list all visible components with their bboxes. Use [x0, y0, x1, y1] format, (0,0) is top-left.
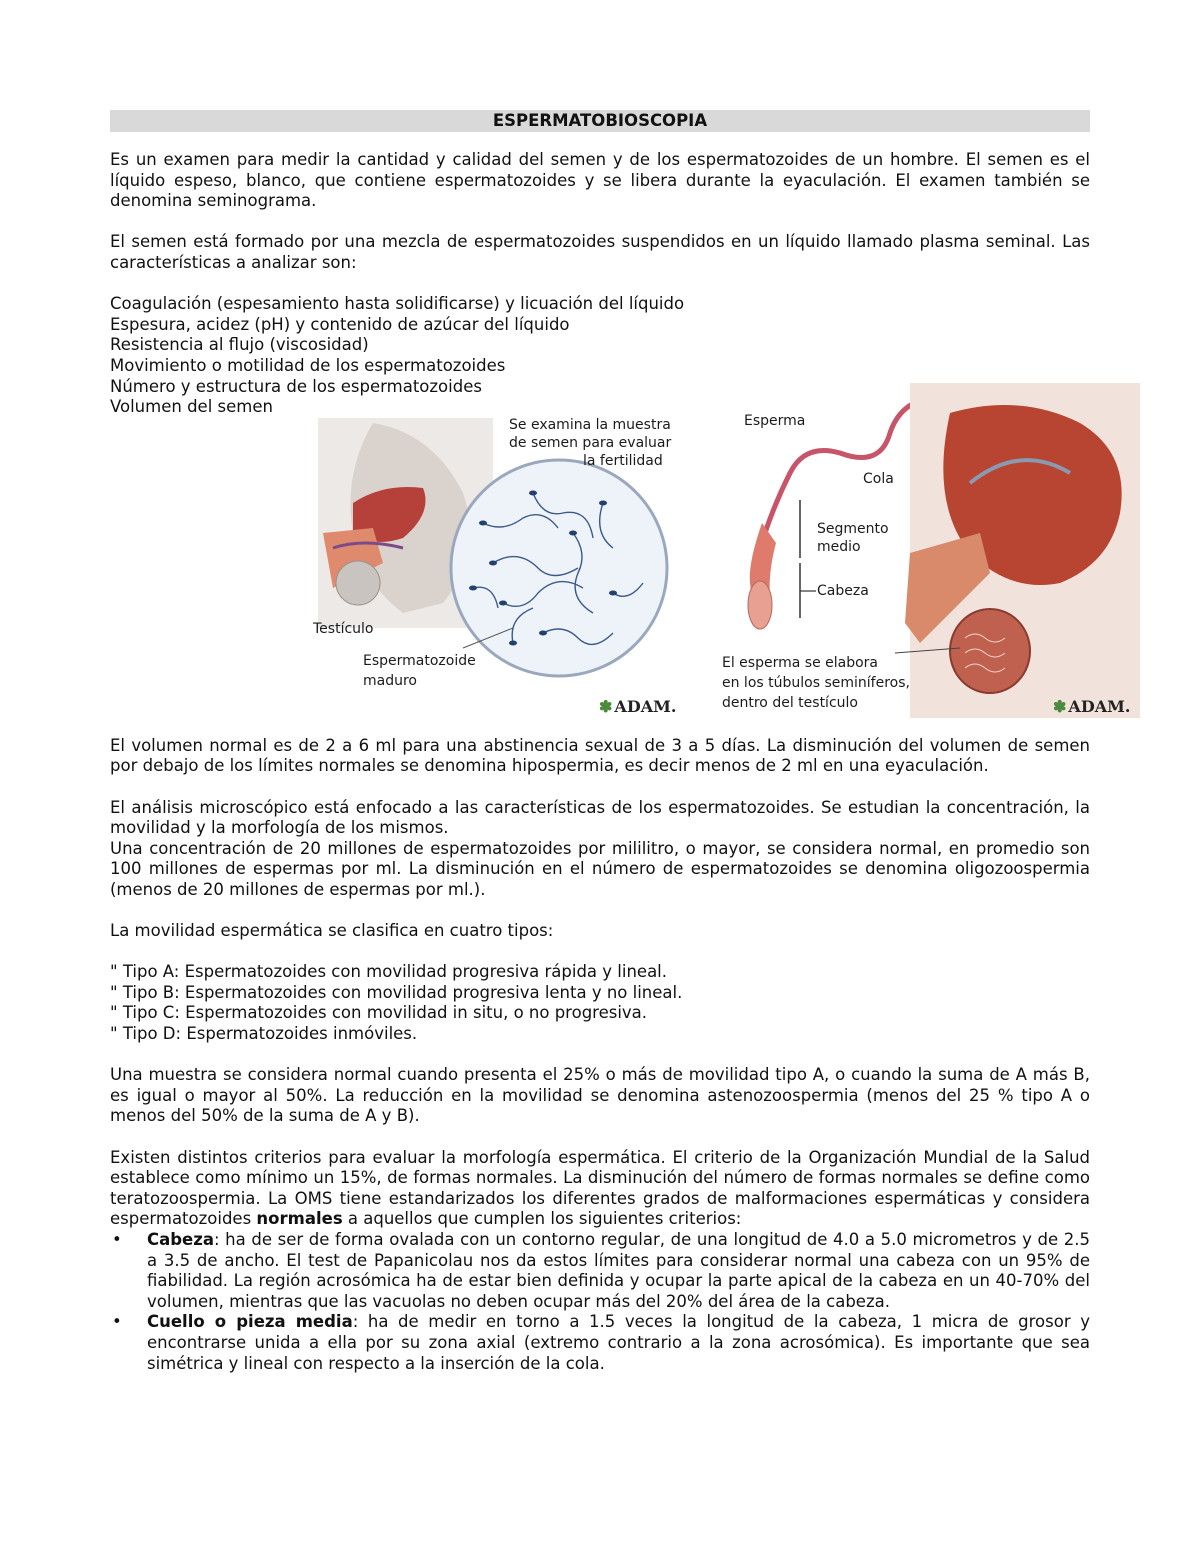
- adam-logo: ✽ ADAM.: [599, 697, 677, 716]
- fig2-label-esperma: Esperma: [744, 413, 806, 429]
- intro-paragraph-2: El semen está formado por una mezcla de espermatozoides suspendidos en un líquido llamado plasma seminal. Las características a analizar son:: [110, 232, 1090, 272]
- list-item: " Tipo A: Espermatozoides con movilidad progresiva rápida y lineal.: [110, 962, 668, 982]
- criteria-list: [110, 1230, 1090, 1374]
- fig2-label-segmento: Segmento: [817, 521, 889, 537]
- volume-paragraph: El volumen normal es de 2 a 6 ml para una abstinencia sexual de 3 a 5 días. La disminución del volumen de semen por debajo de los límites normales se denomina hipospermia, es decir menos de 2 ml en una eyaculación.: [110, 735, 1090, 776]
- fig2-caption-line-2: en los túbulos seminíferos,: [722, 675, 910, 691]
- motility-types-list: [110, 962, 1090, 1044]
- document-page: [110, 110, 1090, 1374]
- concentration-paragraph: Una concentración de 20 millones de espermatozoides por mililitro, o mayor, se considera normal, en promedio son 100 millones de espermas por ml. La disminución en el número de espermatozoides se denomina oligozoospermia (menos de 20 millones de espermas por ml.).: [110, 838, 1090, 899]
- morphology-paragraph: Existen distintos criterios para evaluar la morfología espermática. El criterio de la Organización Mundial de la Salud establece como mínimo un 15%, de formas normales. La disminución del número de formas normales se define como teratozoospermia. La OMS tiene estandarizados los diferentes grados de malformaciones espermáticas y considera espermatozoides normales a aquellos que cumplen los siguientes criterios:: [110, 1147, 1090, 1229]
- fig1-label-espermatozoide: Espermatozoide: [363, 653, 476, 669]
- leaf-icon: ✽: [1053, 697, 1067, 716]
- list-item: • Cuello o pieza media: ha de medir en torno a 1.5 veces la longitud de la cabeza, 1 micra de grosor y encontrarse unida a ella por su zona axial (extremo contrario a la zona acrosómica). Es importante que sea simétrica y lineal con respecto a la inserción de la cola.: [112, 1312, 1090, 1373]
- page-title: ESPERMATOBIOSCOPIA: [110, 110, 1090, 132]
- list-item: Movimiento o motilidad de los espermatozoides: [110, 355, 506, 375]
- semen-sample-illustration: [313, 413, 685, 718]
- list-item: Espesura, acidez (pH) y contenido de azúcar del líquido: [110, 314, 570, 334]
- fig2-label-cabeza: Cabeza: [817, 583, 869, 599]
- fig2-label-cola: Cola: [863, 471, 894, 487]
- fig1-caption-line-2: de semen para evaluar: [509, 435, 672, 451]
- list-item: " Tipo B: Espermatozoides con movilidad progresiva lenta y no lineal.: [110, 982, 683, 1002]
- intro-paragraph-1: Es un examen para medir la cantidad y calidad del semen y de los espermatozoides de un hombre. El semen es el líquido espeso, blanco, que contiene espermatozoides y se libera durante la eyaculación. El examen también se denomina seminograma.: [110, 150, 1090, 211]
- fig2-caption-line-1: El esperma se elabora: [722, 655, 878, 671]
- leaf-icon: ✽: [599, 697, 613, 716]
- adam-logo: ✽ ADAM.: [1053, 697, 1131, 716]
- list-item: Volumen del semen: [110, 397, 273, 417]
- fig1-label-testiculo: Testículo: [313, 621, 374, 637]
- list-item: " Tipo C: Espermatozoides con movilidad in situ, o no progresiva.: [110, 1003, 648, 1023]
- list-item: Coagulación (espesamiento hasta solidificarse) y licuación del líquido: [110, 294, 685, 314]
- sperm-anatomy-illustration: [720, 383, 1140, 718]
- fig1-caption-line-3: la fertilidad: [583, 453, 663, 469]
- bullet-icon: •: [112, 1229, 122, 1249]
- list-item: Resistencia al flujo (viscosidad): [110, 335, 369, 355]
- sample-paragraph: Una muestra se considera normal cuando presenta el 25% o más de movilidad tipo A, o cuando la suma de A más B, es igual o mayor al 50%. La reducción en la movilidad se denomina astenozoospermia (menos del 25 % tipo A o menos del 50% de la suma de A y B).: [110, 1065, 1090, 1126]
- list-item: • Cabeza: ha de ser de forma ovalada con un contorno regular, de una longitud de 4.0 a 5.0 micrometros y de 2.5 a 3.5 de ancho. El test de Papanicolau nos da estos límites para considerar normal una cabeza con un 95% de fiabilidad. La región acrosómica ha de estar bien definida y ocupar la parte apical de la cabeza en un 40-70% del volumen, mientras que las vacuolas no deben ocupar más del 20% del área de la cabeza.: [112, 1229, 1090, 1311]
- fig1-label-maduro: maduro: [363, 673, 417, 689]
- bullet-icon: •: [112, 1312, 122, 1332]
- fig2-label-medio: medio: [817, 539, 861, 555]
- analysis-paragraph: El análisis microscópico está enfocado a las características de los espermatozoides. Se estudian la concentración, la movilidad y la morfología de los mismos.: [110, 797, 1090, 838]
- list-item: Número y estructura de los espermatozoides: [110, 376, 482, 396]
- motility-intro: La movilidad espermática se clasifica en cuatro tipos:: [110, 921, 554, 941]
- list-item: " Tipo D: Espermatozoides inmóviles.: [110, 1024, 418, 1044]
- fig2-caption-line-3: dentro del testículo: [722, 695, 858, 711]
- fig1-caption-line-1: Se examina la muestra: [509, 417, 671, 433]
